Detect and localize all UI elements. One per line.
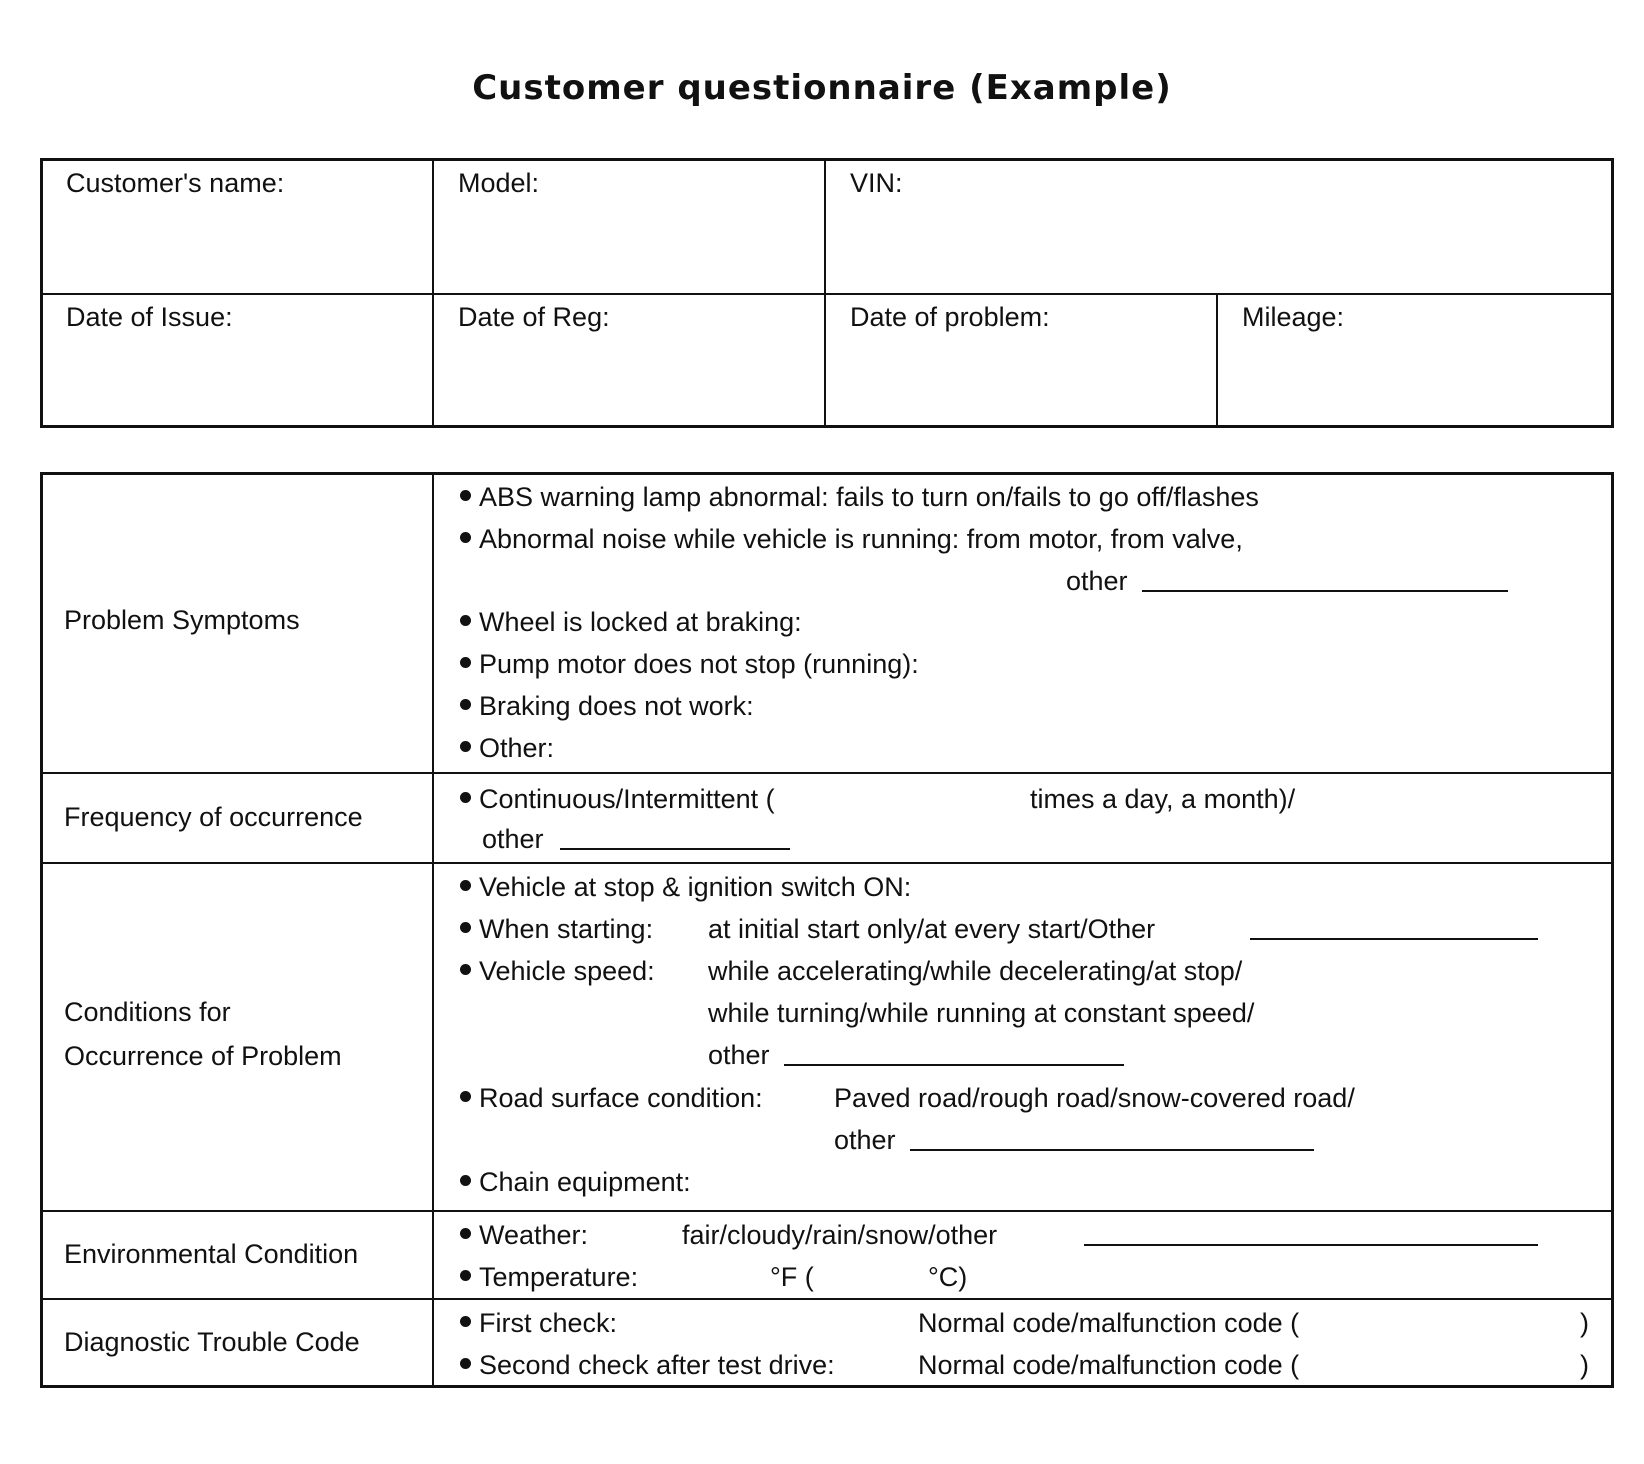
date-of-problem-field[interactable]: Date of problem: xyxy=(850,302,1050,332)
road-other-blank[interactable] xyxy=(910,1149,1314,1151)
problem-symptoms-label: Problem Symptoms xyxy=(64,605,300,635)
environment-label: Environmental Condition xyxy=(64,1239,359,1269)
bullet-icon xyxy=(460,922,471,933)
condition-speed-other[interactable]: other xyxy=(708,1040,770,1070)
condition-road-surface[interactable]: Road surface condition: xyxy=(460,1085,763,1112)
dtc-first-check[interactable]: First check: xyxy=(460,1310,617,1337)
info-col-divider-3 xyxy=(1216,293,1218,428)
date-of-issue-field[interactable]: Date of Issue: xyxy=(66,302,233,332)
bullet-icon xyxy=(460,1228,471,1239)
frequency-continuous[interactable]: Continuous/Intermittent ( xyxy=(460,786,775,813)
page-title: Customer questionnaire (Example) xyxy=(472,68,1172,108)
model-field[interactable]: Model: xyxy=(458,168,540,198)
weather-other-blank[interactable] xyxy=(1084,1244,1538,1246)
starting-other-blank[interactable] xyxy=(1250,938,1538,940)
bullet-icon xyxy=(460,699,471,710)
symptom-noise-other[interactable]: other xyxy=(1066,566,1128,596)
bullet-icon xyxy=(460,964,471,975)
info-col-divider-1 xyxy=(432,158,434,428)
bullet-icon xyxy=(460,880,471,891)
row-divider-2 xyxy=(40,862,1614,864)
temperature-celsius[interactable]: °C) xyxy=(928,1262,968,1292)
bullet-icon xyxy=(460,741,471,752)
bullet-icon xyxy=(460,657,471,668)
environment-temperature[interactable]: Temperature: xyxy=(460,1264,638,1291)
condition-speed-options-2[interactable]: while turning/while running at constant speed/ xyxy=(708,998,1255,1028)
symptom-abnormal-noise[interactable]: Abnormal noise while vehicle is running: from motor, from valve, xyxy=(460,526,1243,553)
speed-other-blank[interactable] xyxy=(784,1064,1124,1066)
dtc-label: Diagnostic Trouble Code xyxy=(64,1327,360,1357)
dtc-second-check[interactable]: Second check after test drive: xyxy=(460,1352,835,1379)
condition-vehicle-stop[interactable]: Vehicle at stop & ignition switch ON: xyxy=(460,874,911,901)
bullet-icon xyxy=(460,1175,471,1186)
weather-options[interactable]: fair/cloudy/rain/snow/other xyxy=(682,1220,998,1250)
details-col-divider xyxy=(432,472,434,1388)
dtc-first-code[interactable]: Normal code/malfunction code ( xyxy=(918,1308,1300,1338)
row-divider-3 xyxy=(40,1210,1614,1212)
temperature-fahrenheit[interactable]: °F ( xyxy=(770,1262,814,1292)
condition-when-starting[interactable]: When starting: xyxy=(460,916,653,943)
customer-name-field[interactable]: Customer's name: xyxy=(66,168,285,198)
symptom-abs-lamp[interactable]: ABS warning lamp abnormal: fails to turn on/fails to go off/flashes xyxy=(460,484,1259,511)
frequency-label: Frequency of occurrence xyxy=(64,802,363,832)
bullet-icon xyxy=(460,490,471,501)
frequency-other-blank[interactable] xyxy=(560,848,790,850)
bullet-icon xyxy=(460,615,471,626)
symptom-other[interactable]: Other: xyxy=(460,735,554,762)
symptom-pump-motor[interactable]: Pump motor does not stop (running): xyxy=(460,651,919,678)
noise-other-blank[interactable] xyxy=(1142,590,1508,592)
dtc-second-close: ) xyxy=(1580,1350,1589,1380)
bullet-icon xyxy=(460,792,471,803)
dtc-first-close: ) xyxy=(1580,1308,1589,1338)
symptom-braking[interactable]: Braking does not work: xyxy=(460,693,754,720)
condition-road-options[interactable]: Paved road/rough road/snow-covered road/ xyxy=(834,1083,1355,1113)
bullet-icon xyxy=(460,1316,471,1327)
environment-weather[interactable]: Weather: xyxy=(460,1222,588,1249)
bullet-icon xyxy=(460,1270,471,1281)
condition-chain-equipment[interactable]: Chain equipment: xyxy=(460,1169,691,1196)
info-col-divider-2 xyxy=(824,158,826,428)
row-divider-1 xyxy=(40,772,1614,774)
row-divider-4 xyxy=(40,1298,1614,1300)
bullet-icon xyxy=(460,1358,471,1369)
dtc-second-code[interactable]: Normal code/malfunction code ( xyxy=(918,1350,1300,1380)
bullet-icon xyxy=(460,532,471,543)
condition-vehicle-speed[interactable]: Vehicle speed: xyxy=(460,958,655,985)
bullet-icon xyxy=(460,1091,471,1102)
mileage-field[interactable]: Mileage: xyxy=(1242,302,1345,332)
condition-speed-options-1[interactable]: while accelerating/while decelerating/at stop/ xyxy=(708,956,1243,986)
info-row-divider xyxy=(40,293,1614,295)
frequency-other[interactable]: other xyxy=(482,824,544,854)
condition-road-other[interactable]: other xyxy=(834,1125,896,1155)
condition-starting-options[interactable]: at initial start only/at every start/Other xyxy=(708,914,1156,944)
symptom-wheel-locked[interactable]: Wheel is locked at braking: xyxy=(460,609,802,636)
conditions-label: Conditions for Occurrence of Problem xyxy=(64,997,342,1071)
frequency-times: times a day, a month)/ xyxy=(1030,784,1296,814)
vin-field[interactable]: VIN: xyxy=(850,168,903,198)
date-of-reg-field[interactable]: Date of Reg: xyxy=(458,302,610,332)
